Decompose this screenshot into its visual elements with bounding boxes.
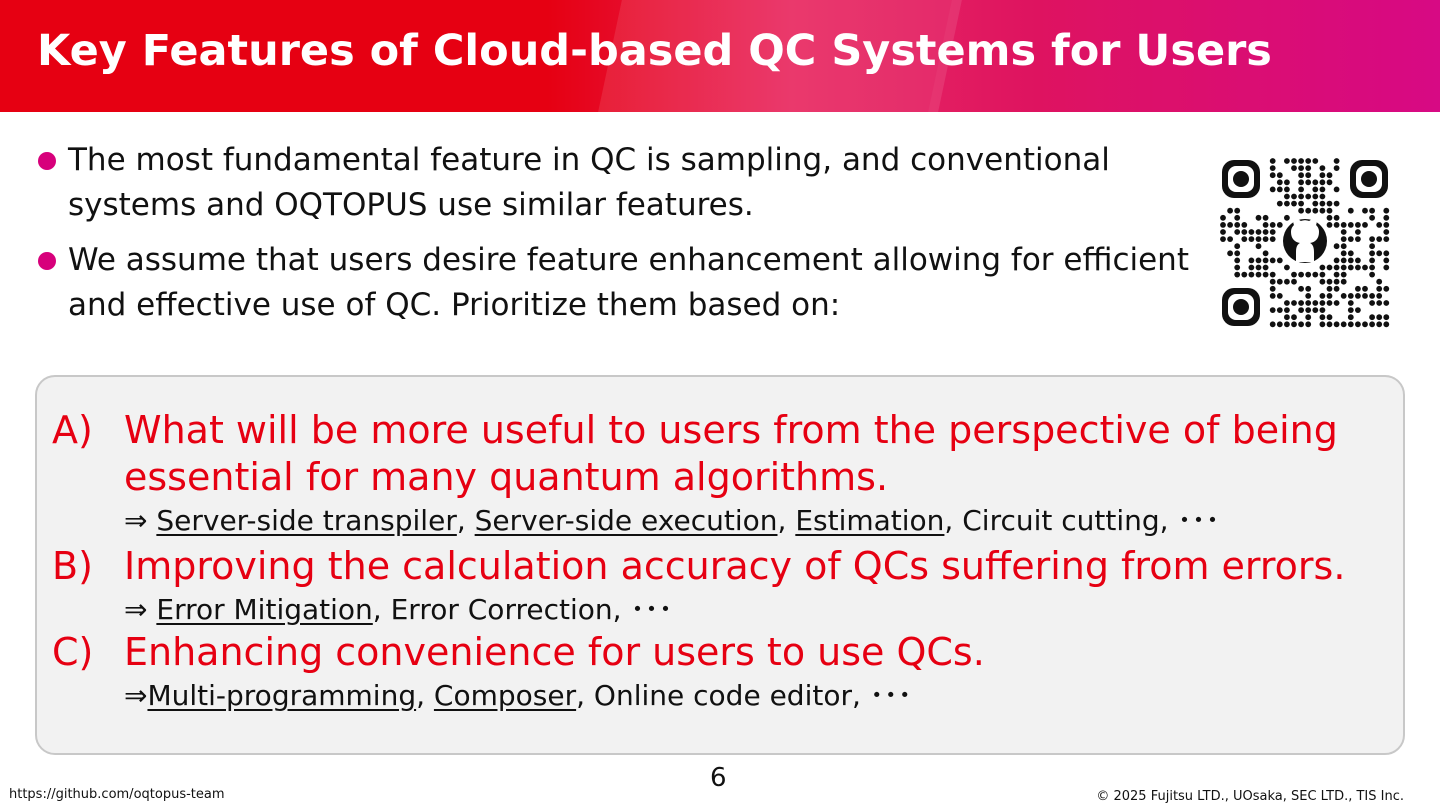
qr-module [1376,321,1382,327]
qr-module [1284,300,1290,306]
item-marker: C) [52,630,94,674]
qr-module [1284,215,1290,221]
qr-module [1341,243,1347,249]
qr-module [1320,314,1326,320]
qr-module [1334,158,1340,164]
qr-module [1383,286,1389,292]
qr-module [1312,307,1318,313]
qr-module [1305,179,1311,185]
qr-module [1369,236,1375,242]
qr-module [1256,265,1262,271]
qr-module [1355,307,1361,313]
qr-module [1284,314,1290,320]
qr-module [1355,222,1361,228]
qr-module [1234,258,1240,264]
qr-module [1277,172,1283,178]
qr-module [1298,321,1304,327]
qr-module [1256,229,1262,235]
qr-module [1220,222,1226,228]
qr-module [1369,314,1375,320]
ellipsis: ･･･ [869,679,912,712]
qr-module [1327,222,1333,228]
qr-module [1277,307,1283,313]
qr-module [1341,279,1347,285]
qr-module [1277,222,1283,228]
qr-module [1298,300,1304,306]
qr-module [1334,201,1340,207]
bullet-list [36,138,1206,338]
qr-module [1312,208,1318,214]
qr-module [1320,208,1326,214]
qr-module [1327,215,1333,221]
qr-module [1327,300,1333,306]
item-heading: Improving the calculation accuracy of QCs suffering from errors. [124,544,1346,588]
qr-module [1334,243,1340,249]
qr-module [1270,293,1276,299]
qr-module [1220,215,1226,221]
qr-module [1355,258,1361,264]
qr-module [1341,222,1347,228]
bullet-dot-icon [38,252,56,270]
qr-module [1312,194,1318,200]
qr-module [1334,258,1340,264]
qr-module [1220,229,1226,235]
qr-module [1291,194,1297,200]
qr-module [1334,321,1340,327]
qr-module [1270,272,1276,278]
feature: Estimation [795,504,945,537]
qr-module [1383,300,1389,306]
qr-module [1291,300,1297,306]
qr-module [1263,250,1269,256]
qr-module [1362,321,1368,327]
qr-module [1305,307,1311,313]
footer-copyright: © 2025 Fujitsu LTD., UOsaka, SEC LTD., TIS Inc. [1096,789,1404,804]
item-heading: Enhancing convenience for users to use QCs. [124,630,985,674]
qr-module [1376,222,1382,228]
qr-module [1284,187,1290,193]
qr-module [1270,321,1276,327]
qr-module [1334,286,1340,292]
qr-module [1341,236,1347,242]
slide-title: Key Features of Cloud-based QC Systems for Users [37,26,1272,76]
qr-module [1291,321,1297,327]
qr-module [1320,194,1326,200]
footer-url[interactable]: https://github.com/oqtopus-team [9,787,225,802]
qr-module [1249,265,1255,271]
qr-module [1383,222,1389,228]
qr-module [1355,293,1361,299]
bullet-item [36,138,1206,228]
feature-list: ⇒ Error Mitigation, Error Correction, ･･･ [124,593,673,626]
qr-module [1320,307,1326,313]
qr-module [1241,236,1247,242]
qr-module [1327,321,1333,327]
qr-module [1270,279,1276,285]
qr-module [1383,215,1389,221]
qr-module [1320,265,1326,271]
ellipsis: ･･･ [1177,504,1220,537]
qr-module [1263,265,1269,271]
qr-module [1298,187,1304,193]
qr-code-icon [1220,158,1390,328]
bullet-dot-icon [38,152,56,170]
qr-module [1312,201,1318,207]
qr-module [1320,279,1326,285]
qr-module [1298,179,1304,185]
arrow: ⇒ [124,593,157,626]
qr-module [1348,258,1354,264]
qr-module [1305,165,1311,171]
qr-module [1348,300,1354,306]
qr-module [1334,222,1340,228]
qr-finder-pattern [1222,288,1260,326]
qr-module [1334,187,1340,193]
qr-module [1234,272,1240,278]
qr-module [1284,307,1290,313]
qr-module [1298,158,1304,164]
qr-module [1291,201,1297,207]
qr-module [1291,158,1297,164]
qr-module [1298,201,1304,207]
github-icon [1279,215,1331,267]
qr-module [1362,265,1368,271]
qr-module [1341,265,1347,271]
item-marker: A) [52,408,93,452]
qr-module [1263,229,1269,235]
qr-module [1348,250,1354,256]
qr-module [1270,258,1276,264]
qr-module [1256,215,1262,221]
qr-module [1348,307,1354,313]
qr-module [1348,236,1354,242]
qr-module [1263,222,1269,228]
qr-module [1277,293,1283,299]
qr-module [1270,307,1276,313]
qr-module [1383,265,1389,271]
qr-module [1234,250,1240,256]
qr-module [1383,208,1389,214]
priority-panel [35,375,1405,755]
qr-module [1348,321,1354,327]
feature: Error Mitigation [156,593,373,626]
qr-module [1334,272,1340,278]
qr-module [1341,250,1347,256]
qr-module [1305,321,1311,327]
qr-module [1291,314,1297,320]
qr-module [1320,201,1326,207]
qr-module [1298,307,1304,313]
qr-module [1320,321,1326,327]
qr-module [1348,314,1354,320]
qr-module [1320,293,1326,299]
qr-module [1305,314,1311,320]
qr-module [1341,258,1347,264]
qr-module [1305,300,1311,306]
qr-module [1341,272,1347,278]
qr-module [1369,243,1375,249]
qr-module [1362,222,1368,228]
qr-module [1327,179,1333,185]
qr-module [1284,321,1290,327]
qr-module [1277,187,1283,193]
qr-module [1376,250,1382,256]
qr-module [1369,258,1375,264]
qr-module [1270,158,1276,164]
qr-module [1362,208,1368,214]
qr-module [1355,265,1361,271]
arrow: ⇒ [124,679,148,712]
qr-module [1312,158,1318,164]
qr-module [1277,179,1283,185]
qr-module [1270,286,1276,292]
qr-module [1284,265,1290,271]
qr-module [1263,272,1269,278]
qr-module [1369,250,1375,256]
feature: Error Correction [390,593,613,626]
qr-module [1227,208,1233,214]
qr-module [1284,179,1290,185]
qr-module [1341,229,1347,235]
feature: Composer [433,679,577,712]
arrow: ⇒ [124,504,157,537]
qr-module [1249,272,1255,278]
qr-module [1348,293,1354,299]
qr-module [1348,222,1354,228]
qr-module [1376,279,1382,285]
qr-module [1277,279,1283,285]
feature: Multi-programming [147,679,417,712]
qr-module [1305,208,1311,214]
qr-module [1220,236,1226,242]
qr-module [1334,265,1340,271]
qr-module [1256,236,1262,242]
qr-module [1291,272,1297,278]
qr-module [1270,187,1276,193]
qr-finder-pattern [1222,160,1260,198]
qr-module [1298,172,1304,178]
qr-module [1291,279,1297,285]
qr-module [1383,250,1389,256]
qr-module [1320,172,1326,178]
qr-module [1284,158,1290,164]
qr-module [1327,172,1333,178]
page-number: 6 [710,763,727,793]
qr-module [1348,265,1354,271]
qr-module [1320,187,1326,193]
qr-module [1312,300,1318,306]
qr-module [1270,165,1276,171]
qr-module [1369,215,1375,221]
qr-module [1256,272,1262,278]
qr-module [1241,229,1247,235]
qr-module [1234,215,1240,221]
feature: Online code editor [593,679,852,712]
qr-module [1383,229,1389,235]
qr-module [1270,172,1276,178]
qr-module [1312,272,1318,278]
qr-module [1249,229,1255,235]
qr-module [1376,300,1382,306]
feature-list: ⇒ Server-side transpiler, Server-side execution, Estimation, Circuit cutting, ･･･ [124,504,1220,537]
item-heading: What will be more useful to users from the perspective of being essential for many quantum algorithms. [124,408,1338,499]
qr-module [1263,258,1269,264]
qr-module [1376,314,1382,320]
qr-module [1327,286,1333,292]
qr-module [1327,293,1333,299]
qr-module [1334,215,1340,221]
qr-module [1355,321,1361,327]
qr-module [1305,272,1311,278]
qr-module [1369,208,1375,214]
feature: Circuit cutting [962,504,1160,537]
qr-module [1320,165,1326,171]
qr-module [1234,265,1240,271]
qr-module [1383,258,1389,264]
qr-module [1298,208,1304,214]
qr-module [1369,321,1375,327]
qr-module [1362,293,1368,299]
qr-module [1305,172,1311,178]
qr-module [1234,208,1240,214]
qr-module [1284,194,1290,200]
qr-module [1298,165,1304,171]
slide-header [0,0,1440,112]
qr-module [1249,236,1255,242]
qr-module [1291,165,1297,171]
qr-module [1334,279,1340,285]
qr-module [1327,265,1333,271]
qr-module [1263,215,1269,221]
qr-module [1241,272,1247,278]
qr-module [1234,243,1240,249]
qr-module [1327,208,1333,214]
ellipsis: ･･･ [630,593,673,626]
qr-module [1270,236,1276,242]
qr-module [1376,236,1382,242]
qr-module [1277,258,1283,264]
qr-module [1305,158,1311,164]
bullet-item [36,238,1206,328]
qr-module [1376,286,1382,292]
qr-module [1383,321,1389,327]
qr-module [1277,201,1283,207]
qr-module [1341,293,1347,299]
qr-module [1341,321,1347,327]
qr-module [1284,279,1290,285]
qr-module [1320,272,1326,278]
qr-module [1305,293,1311,299]
qr-module [1249,258,1255,264]
qr-module [1305,286,1311,292]
qr-module [1376,293,1382,299]
qr-finder-pattern [1350,160,1388,198]
bullet-text: The most fundamental feature in QC is sampling, and conventional systems and OQTOPUS use similar features. [68,142,1110,223]
qr-module [1327,314,1333,320]
qr-module [1227,236,1233,242]
qr-module [1227,250,1233,256]
qr-module [1284,201,1290,207]
feature-list: ⇒Multi-programming, Composer, Online code editor, ･･･ [124,679,912,712]
feature: Server-side transpiler [156,504,457,537]
qr-module [1369,272,1375,278]
feature: Server-side execution [474,504,778,537]
bullet-text: We assume that users desire feature enhancement allowing for efficient and effective use of QC. Prioritize them based on: [68,242,1189,323]
qr-module [1270,222,1276,228]
qr-module [1227,222,1233,228]
qr-module [1234,222,1240,228]
qr-module [1256,258,1262,264]
qr-module [1334,300,1340,306]
qr-module [1327,201,1333,207]
qr-module [1320,300,1326,306]
qr-module [1312,179,1318,185]
qr-module [1298,286,1304,292]
qr-module [1369,300,1375,306]
qr-module [1383,314,1389,320]
qr-module [1369,265,1375,271]
qr-module [1334,165,1340,171]
qr-module [1362,286,1368,292]
qr-module [1383,236,1389,242]
item-marker: B) [52,544,93,588]
qr-module [1355,286,1361,292]
qr-module [1327,279,1333,285]
qr-module [1298,194,1304,200]
qr-module [1256,243,1262,249]
qr-module [1270,229,1276,235]
qr-module [1234,229,1240,235]
qr-module [1305,194,1311,200]
qr-module [1355,236,1361,242]
qr-module [1348,208,1354,214]
qr-module [1312,187,1318,193]
qr-module [1298,272,1304,278]
qr-module [1369,293,1375,299]
qr-module [1277,321,1283,327]
qr-module [1241,222,1247,228]
qr-module [1320,179,1326,185]
qr-module [1263,236,1269,242]
qr-module [1355,229,1361,235]
